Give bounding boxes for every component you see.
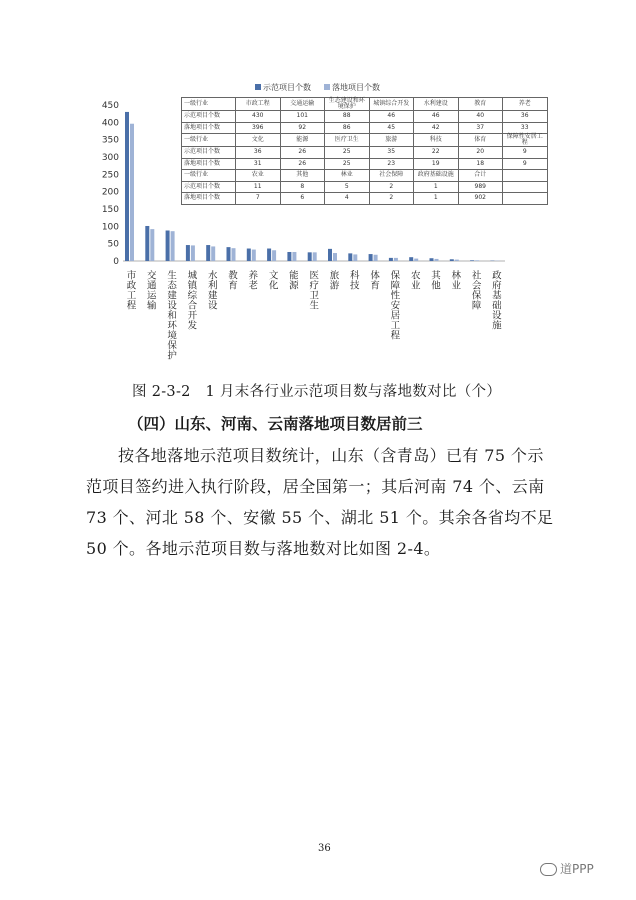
table-cell: 社会保障 — [369, 170, 414, 182]
bar-demo — [267, 249, 271, 261]
legend-swatch-landed — [324, 84, 330, 90]
watermark-text: 道PPP — [560, 862, 594, 876]
legend-label-demo: 示范项目个数 — [263, 83, 311, 92]
bar-demo — [186, 245, 190, 261]
table-cell: 9 — [503, 158, 548, 170]
table-cell: 一级行业 — [182, 98, 236, 111]
bar-demo — [430, 258, 434, 261]
table-cell: 18 — [458, 158, 503, 170]
bar-landed — [292, 252, 296, 261]
watermark — [540, 860, 594, 877]
table-row — [182, 134, 548, 147]
table-cell: 36 — [236, 147, 281, 159]
table-cell: 11 — [236, 181, 281, 193]
table-cell: 396 — [236, 122, 281, 134]
page-number: 36 — [318, 843, 331, 854]
wechat-icon — [540, 863, 557, 876]
chart-legend — [255, 82, 380, 92]
table-row — [182, 193, 548, 205]
table-cell: 35 — [369, 147, 414, 159]
x-tick-label: 保障性安居工程 — [388, 270, 400, 340]
table-cell: 市政工程 — [236, 98, 281, 111]
x-tick-label: 城镇综合开发 — [185, 270, 197, 330]
table-cell: 落地项目个数 — [182, 193, 236, 205]
y-tick-label: 150 — [101, 205, 119, 215]
table-cell: 26 — [280, 158, 325, 170]
table-cell: 19 — [414, 158, 459, 170]
table-cell — [503, 193, 548, 205]
table-cell: 26 — [280, 147, 325, 159]
x-tick-label: 农业 — [408, 270, 420, 290]
bar-landed — [252, 250, 256, 261]
y-tick-label: 0 — [113, 257, 119, 267]
table-cell: 2 — [369, 193, 414, 205]
y-tick-label: 100 — [101, 222, 119, 233]
table-cell: 9 — [503, 147, 548, 159]
table-cell: 88 — [325, 111, 370, 123]
y-tick-label: 400 — [101, 118, 119, 129]
table-cell: 示范项目个数 — [182, 111, 236, 123]
table-cell: 2 — [369, 181, 414, 193]
x-tick-label: 文化 — [266, 270, 278, 290]
table-row — [182, 170, 548, 182]
table-cell: 20 — [458, 147, 503, 159]
bar-landed — [211, 246, 215, 261]
table-cell: 1 — [414, 193, 459, 205]
bar-demo — [206, 245, 210, 261]
table-cell: 一级行业 — [182, 170, 236, 182]
table-cell: 保障性安居工程 — [503, 134, 548, 147]
bar-demo — [287, 252, 291, 261]
table-cell: 1 — [414, 181, 459, 193]
table-cell: 能源 — [280, 134, 325, 147]
x-tick-label: 社会保障 — [469, 270, 481, 310]
table-cell: 医疗卫生 — [325, 134, 370, 147]
bar-landed — [313, 252, 317, 261]
table-row — [182, 181, 548, 193]
table-cell: 37 — [458, 122, 503, 134]
bar-demo — [166, 230, 170, 261]
x-tick-label: 交通运输 — [144, 270, 156, 310]
bar-landed — [435, 259, 439, 261]
y-tick-label: 200 — [101, 187, 119, 198]
x-tick-label: 政府基础设施 — [489, 270, 501, 330]
table-cell: 合计 — [458, 170, 503, 182]
table-row — [182, 111, 548, 123]
bar-landed — [374, 255, 378, 261]
bar-demo — [348, 253, 352, 261]
table-cell: 旅游 — [369, 134, 414, 147]
table-cell: 23 — [369, 158, 414, 170]
bar-demo — [450, 259, 454, 261]
x-tick-label: 教育 — [226, 270, 237, 290]
bar-landed — [353, 254, 357, 261]
bar-demo — [247, 249, 251, 261]
bar-demo — [145, 226, 149, 261]
bar-landed — [191, 245, 195, 261]
table-cell: 7 — [236, 193, 281, 205]
table-cell: 86 — [325, 122, 370, 134]
table-cell: 政府基础设施 — [414, 170, 459, 182]
data-table — [181, 97, 548, 205]
bar-demo — [369, 254, 373, 261]
table-cell: 430 — [236, 111, 281, 123]
legend-label-landed: 落地项目个数 — [332, 83, 380, 92]
body-paragraph — [86, 440, 556, 564]
bar-demo — [409, 257, 413, 261]
bar-landed — [333, 253, 337, 261]
table-cell: 其他 — [280, 170, 325, 182]
table-cell: 农业 — [236, 170, 281, 182]
table-cell: 林业 — [325, 170, 370, 182]
bar-landed — [150, 229, 154, 261]
table-cell: 46 — [414, 111, 459, 123]
y-tick-label: 50 — [107, 239, 119, 250]
table-cell: 4 — [325, 193, 370, 205]
table-cell: 989 — [458, 181, 503, 193]
table-cell: 交通运输 — [280, 98, 325, 111]
bar-demo — [389, 258, 393, 261]
y-tick-label: 300 — [101, 153, 119, 163]
table-cell: 5 — [325, 181, 370, 193]
table-cell: 25 — [325, 158, 370, 170]
table-cell: 体育 — [458, 134, 503, 147]
table-cell: 生态建设和环境保护 — [325, 98, 370, 111]
x-tick-label: 林业 — [449, 270, 461, 290]
bar-landed — [130, 124, 134, 261]
table-row — [182, 158, 548, 170]
table-cell: 城镇综合开发 — [369, 98, 414, 111]
table-cell: 42 — [414, 122, 459, 134]
x-tick-label: 市政工程 — [124, 270, 136, 310]
table-cell: 科技 — [414, 134, 459, 147]
legend-swatch-demo — [255, 84, 261, 90]
table-cell: 902 — [458, 193, 503, 205]
y-tick-label: 450 — [101, 101, 119, 111]
x-tick-label: 养老 — [246, 270, 258, 290]
table-cell: 22 — [414, 147, 459, 159]
y-tick-label: 250 — [101, 170, 119, 181]
bar-landed — [232, 248, 236, 261]
table-cell: 落地项目个数 — [182, 158, 236, 170]
table-cell: 6 — [280, 193, 325, 205]
table-cell: 45 — [369, 122, 414, 134]
table-row — [182, 122, 548, 134]
table-cell: 落地项目个数 — [182, 122, 236, 134]
bar-demo — [227, 247, 231, 261]
table-cell — [503, 181, 548, 193]
x-tick-label: 科技 — [347, 270, 359, 290]
bar-landed — [455, 260, 459, 261]
bar-landed — [475, 260, 479, 261]
bar-demo — [328, 249, 332, 261]
x-tick-label: 体育 — [368, 270, 380, 290]
x-tick-label: 其他 — [429, 270, 440, 290]
table-cell: 36 — [503, 111, 548, 123]
body-text: 按各地落地示范项目数统计，山东（含青岛）已有 75 个示范项目签约进入执行阶段，居全国第一；其后河南 74 个、云南 73 个、河北 58 个、安徽 55 个、湖北 51 个。其余各省均不足 50 个。各地示范项目数与落地数对比如图 2-4。 — [86, 446, 554, 558]
x-tick-label: 医疗卫生 — [307, 270, 319, 310]
table-cell: 示范项目个数 — [182, 181, 236, 193]
x-tick-label: 能源 — [286, 270, 298, 290]
bar-demo — [470, 260, 474, 261]
bar-demo — [308, 252, 312, 261]
table-cell: 养老 — [503, 98, 548, 111]
table-row — [182, 98, 548, 111]
table-cell: 文化 — [236, 134, 281, 147]
x-tick-label: 水利建设 — [205, 270, 217, 310]
bar-demo — [125, 112, 129, 261]
bar-landed — [171, 231, 175, 261]
table-cell: 101 — [280, 111, 325, 123]
y-tick-label: 350 — [101, 135, 119, 146]
table-row — [182, 147, 548, 159]
table-cell: 92 — [280, 122, 325, 134]
figure-caption: 图 2-3-2 1 月末各行业示范项目数与落地数对比（个） — [132, 384, 502, 400]
table-cell: 40 — [458, 111, 503, 123]
bar-landed — [414, 259, 418, 261]
table-cell: 31 — [236, 158, 281, 170]
table-cell: 水利建设 — [414, 98, 459, 111]
table-cell: 46 — [369, 111, 414, 123]
x-tick-label: 旅游 — [327, 270, 339, 290]
bar-landed — [394, 258, 398, 261]
table-cell: 33 — [503, 122, 548, 134]
table-cell: 25 — [325, 147, 370, 159]
x-tick-label: 生态建设和环境保护 — [165, 270, 177, 360]
table-cell: 示范项目个数 — [182, 147, 236, 159]
section-heading: （四）山东、河南、云南落地项目数居前三 — [128, 414, 423, 433]
table-cell: 8 — [280, 181, 325, 193]
table-cell: 一级行业 — [182, 134, 236, 147]
table-cell — [503, 170, 548, 182]
bar-landed — [272, 250, 276, 261]
x-axis-labels — [125, 269, 502, 360]
table-cell: 教育 — [458, 98, 503, 111]
